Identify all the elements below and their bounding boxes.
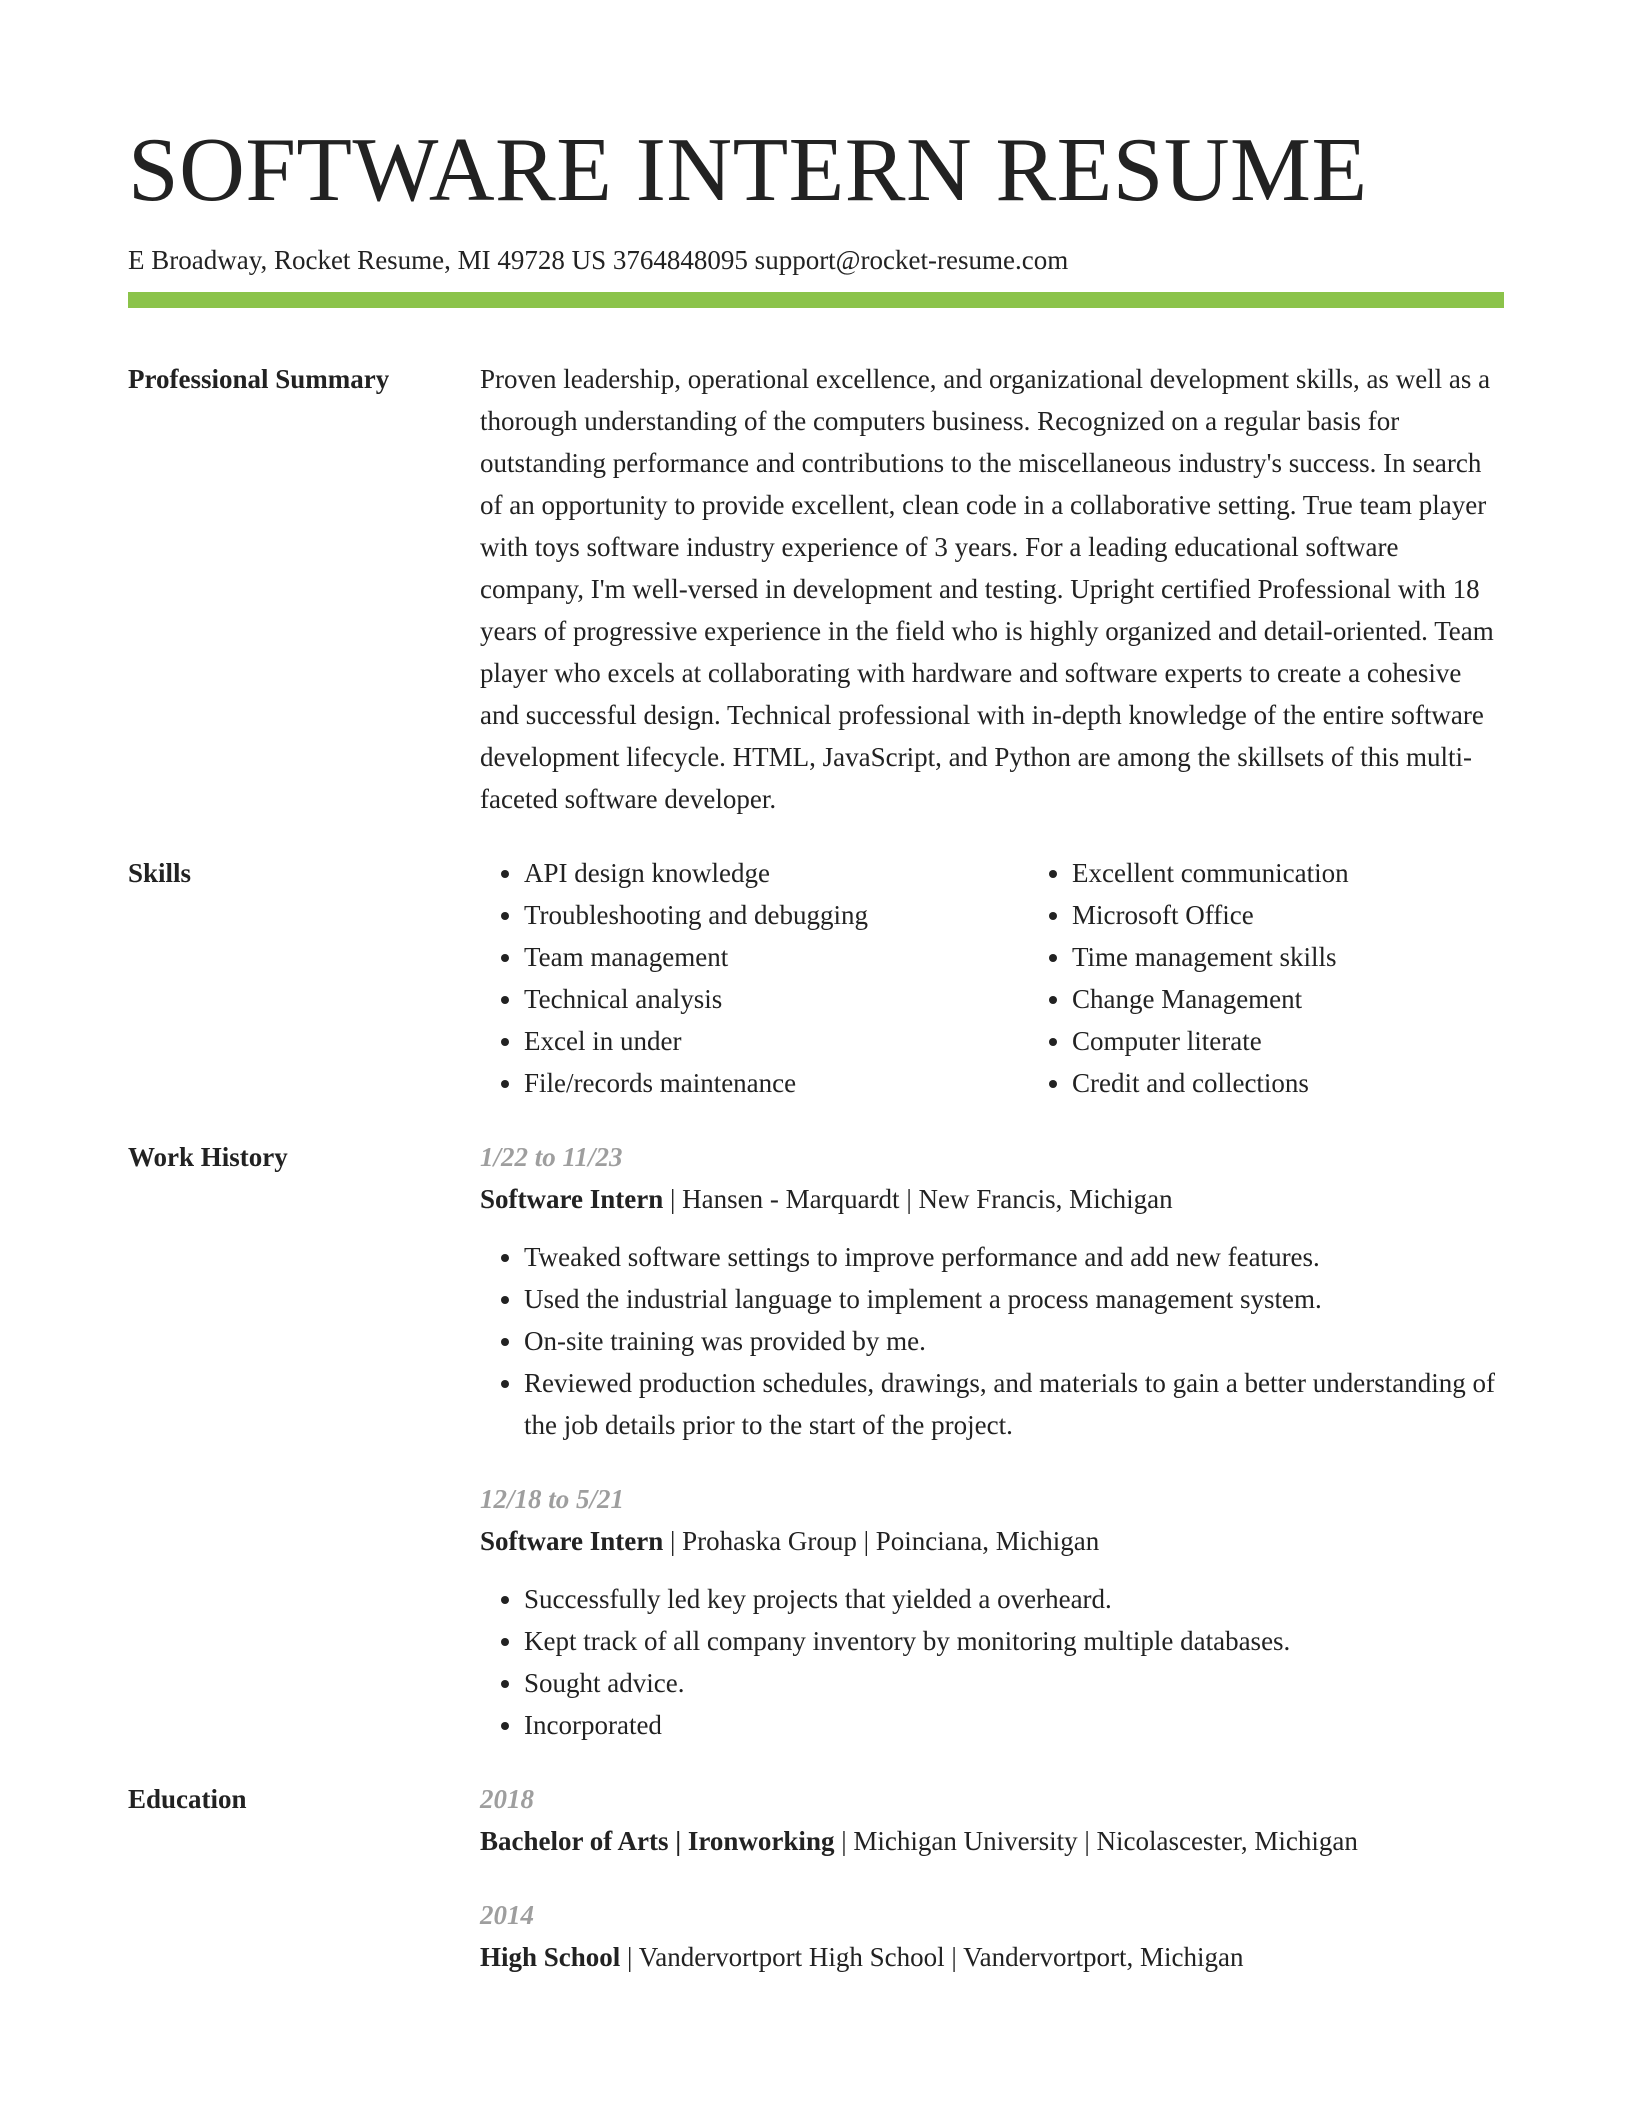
job-bullet: • Tweaked software settings to improve performance and add new features. <box>524 1236 1504 1278</box>
skill-item: • File/records maintenance <box>524 1062 1028 1104</box>
job-bullet: • Used the industrial language to implement a process management system. <box>524 1278 1504 1320</box>
skill-item: • Change Management <box>1072 978 1576 1020</box>
job-bullet: • Reviewed production schedules, drawings, and materials to gain a better understanding of the job details prior to the start of the project. <box>524 1362 1504 1446</box>
skills-list-right <box>1028 852 1576 1104</box>
skill-item: • Computer literate <box>1072 1020 1576 1062</box>
resume-title: SOFTWARE INTERN RESUME <box>128 119 1368 220</box>
job-header <box>480 1520 1504 1562</box>
skill-item: • Excel in under <box>524 1020 1028 1062</box>
education-details: | Vandervortport High School | Vandervortport, Michigan <box>620 1942 1244 1972</box>
education-year: 2014 <box>480 1900 534 1930</box>
header-divider <box>128 292 1504 308</box>
education-year: 2018 <box>480 1784 534 1814</box>
work-history-heading: Work History <box>128 1142 288 1172</box>
contact-line: E Broadway, Rocket Resume, MI 49728 US 3764848095 support@rocket-resume.com <box>128 245 1069 275</box>
job-bullet: • Successfully led key projects that yielded a overheard. <box>524 1578 1504 1620</box>
job-dates: 12/18 to 5/21 <box>480 1484 625 1514</box>
education-degree: High School <box>480 1942 621 1972</box>
summary-heading: Professional Summary <box>128 364 390 394</box>
work-history-body <box>480 1136 1504 1746</box>
job-title: Software Intern <box>480 1526 664 1556</box>
education-heading: Education <box>128 1784 247 1814</box>
education-entry <box>480 1778 1504 1862</box>
job-bullets <box>480 1578 1504 1746</box>
skill-item: • Time management skills <box>1072 936 1576 978</box>
skill-item: • Microsoft Office <box>1072 894 1576 936</box>
job-bullet: • Kept track of all company inventory by monitoring multiple databases. <box>524 1620 1504 1662</box>
skills-columns <box>480 852 1576 1104</box>
job-entry <box>480 1478 1504 1746</box>
skill-item: • Excellent communication <box>1072 852 1576 894</box>
education-header <box>480 1936 1504 1978</box>
education-body <box>480 1778 1504 1978</box>
education-details: | Michigan University | Nicolascester, Michigan <box>834 1826 1358 1856</box>
skills-heading: Skills <box>128 858 192 888</box>
education-section <box>128 1778 1504 1978</box>
job-bullet: • On-site training was provided by me. <box>524 1320 1504 1362</box>
skills-list-left <box>480 852 1028 1104</box>
skill-item: • Technical analysis <box>524 978 1028 1020</box>
job-header <box>480 1178 1504 1220</box>
skill-item: • API design knowledge <box>524 852 1028 894</box>
skill-item: • Team management <box>524 936 1028 978</box>
job-details: | Hansen - Marquardt | New Francis, Michigan <box>663 1184 1173 1214</box>
skill-item: • Troubleshooting and debugging <box>524 894 1028 936</box>
work-history-section <box>128 1136 1504 1746</box>
job-title: Software Intern <box>480 1184 664 1214</box>
summary-text: Proven leadership, operational excellence, and organizational development skills, as well as a thorough understanding of the computers business. Recognized on a regular basis for outstanding performance and contributions to the miscellaneous industry's success. In search of an opportunity to provide excellent, clean code in a collaborative setting. True team player with toys software industry experience of 3 years. For a leading educational software company, I'm well-versed in development and testing. Upright certified Professional with 18 years of progressive experience in the field who is highly organized and detail-oriented. Team player who excels at collaborating with hardware and software experts to create a cohesive and successful design. Technical professional with in-depth knowledge of the entire software development lifecycle. HTML, JavaScript, and Python are among the skillsets of this multi-faceted software developer. <box>480 364 1494 814</box>
job-bullet: • Sought advice. <box>524 1662 1504 1704</box>
job-entry <box>480 1136 1504 1446</box>
job-dates: 1/22 to 11/23 <box>480 1142 623 1172</box>
skills-section <box>128 852 1504 1104</box>
education-degree: Bachelor of Arts | Ironworking <box>480 1826 835 1856</box>
job-bullet: • Incorporated <box>524 1704 1504 1746</box>
job-bullets <box>480 1236 1504 1446</box>
education-entry <box>480 1894 1504 1978</box>
skill-item: • Credit and collections <box>1072 1062 1576 1104</box>
education-header <box>480 1820 1504 1862</box>
summary-section <box>128 358 1504 820</box>
job-details: | Prohaska Group | Poinciana, Michigan <box>663 1526 1100 1556</box>
